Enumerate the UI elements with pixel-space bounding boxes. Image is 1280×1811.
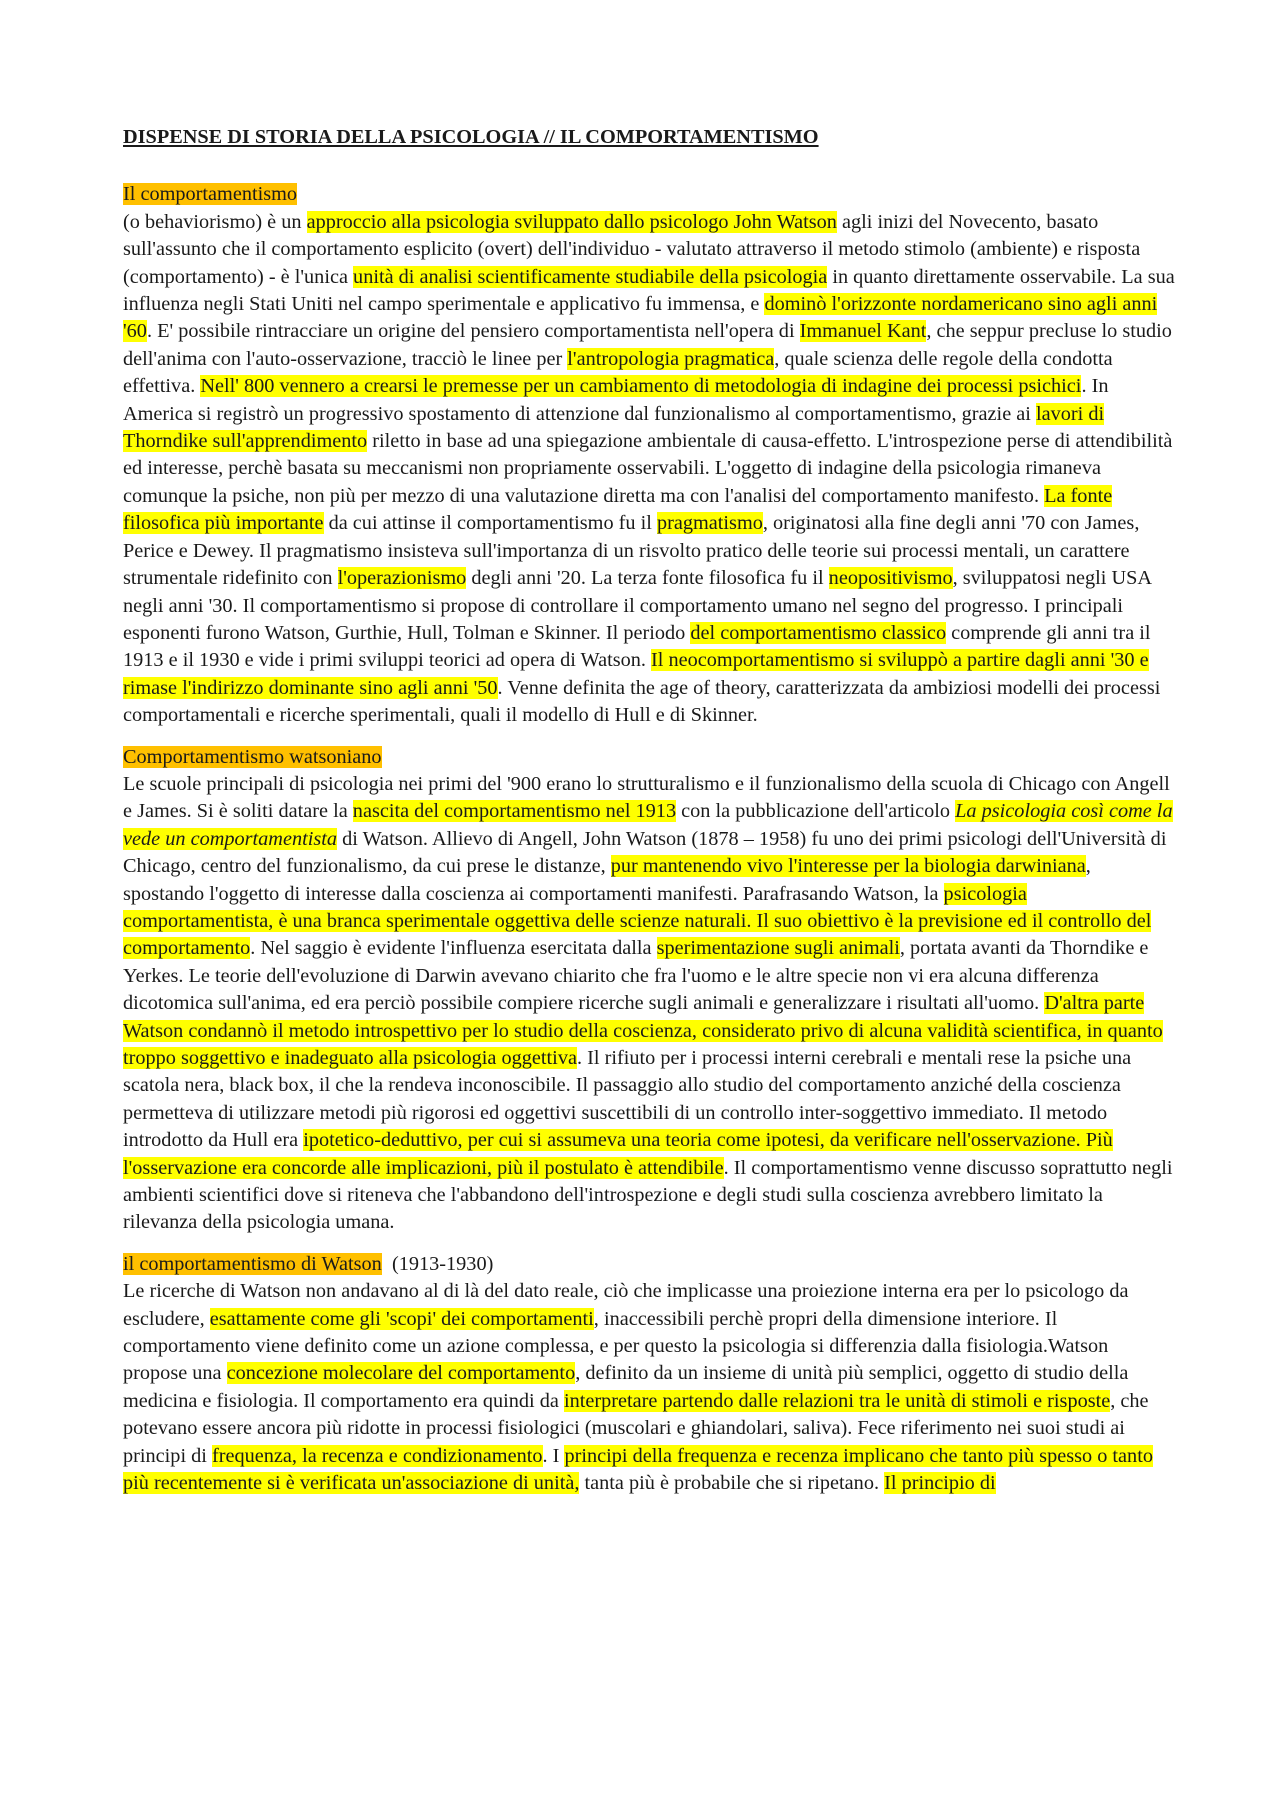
highlighted-text: nascita del comportamentismo nel 1913 <box>352 800 677 823</box>
highlighted-text: neopositivismo <box>828 567 953 590</box>
text-run: . Venne definita the age of theory, caratterizzata da ambiziosi modelli dei processi comportamentali e ricerche sperimentali, quali il modello di Hull e di Skinner. <box>123 676 1161 727</box>
highlighted-text: pur mantenendo vivo l'interesse per la biologia darwiniana <box>610 855 1086 878</box>
text-run: , portata avanti da Thorndike e Yerkes. Le teorie dell'evoluzione di Darwin avevano chiarito che fra l'uomo e le altre specie non vi era alcuna differenza dicotomica sull'anima, ed era perciò possibile compiere ricerche sugli animali e generalizzare i risultati all'uomo. <box>123 937 1149 1015</box>
highlighted-text: l'antropologia pragmatica <box>567 347 775 370</box>
text-run: agli inizi del Novecento, basato sull'assunto che il comportamento esplicito (overt) dell'individuo - valutato attraverso il metodo stimolo (ambiente) e risposta (comportamento) - è l'unica <box>123 210 1141 288</box>
section-heading-text: Il comportamentismo <box>123 183 298 206</box>
highlighted-text: unità di analisi scientificamente studiabile della psicologia <box>353 265 828 288</box>
section <box>123 181 1175 729</box>
text-run: , quale scienza delle regole della condotta effettiva. <box>123 347 1113 398</box>
text-run: . E' possibile rintracciare un origine del pensiero comportamentista nell'opera di <box>146 320 800 343</box>
text-run: , definito da un insieme di unità più semplici, oggetto di studio della medicina e fisiologia. Il comportamento era quindi da <box>123 1362 1129 1412</box>
text-run: . I <box>542 1444 565 1467</box>
highlighted-text: La fonte filosofica più importante <box>123 484 1113 535</box>
section-heading <box>123 744 1175 771</box>
highlighted-text: ipotetico-deduttivo, per cui si assumeva una teoria come ipotesi, da verificare nell'osservazione. Più l'osservazione era concorde alle implicazioni, più il postulato è attendibile <box>123 1129 1113 1179</box>
highlighted-text: sperimentazione sugli animali <box>656 937 900 960</box>
text-run: (o behaviorismo) è un <box>123 210 307 233</box>
section <box>123 1251 1175 1498</box>
text-run: , originatosi alla fine degli anni '70 con James, Perice e Dewey. Il pragmatismo insisteva sull'importanza di un risvolto pratico delle teorie sui processi mentali, un carattere strumentale ridefinito con <box>123 512 1140 590</box>
text-run: , sviluppatosi negli USA negli anni '30. Il comportamentismo si propose di controllare il comportamento umano nel segno del progresso. I principali esponenti furono Watson, Gurthie, Hull, Tolman e Skinner. Il periodo <box>123 567 1151 644</box>
text-run: , che potevano essere ancora più ridotte in processi fisiologici (muscolari e ghiandolari, saliva). Fece riferimento nei suoi studi ai principi di <box>123 1389 1149 1467</box>
section-heading <box>123 181 1175 208</box>
highlighted-text: l'operazionismo <box>337 567 467 590</box>
document-body <box>123 181 1175 1497</box>
section-paragraph <box>123 1278 1175 1497</box>
text-run: , spostando l'oggetto di interesse dalla coscienza ai comportamenti manifesti. Parafrasando Watson, la <box>123 855 1091 905</box>
highlighted-text: D'altra parte Watson condannò il metodo introspettivo per lo studio della coscienza, considerato privo di alcuna validità scientifica, in quanto troppo soggettivo e inadeguato alla psicologia oggettiva <box>123 992 1163 1069</box>
highlighted-text: Nell' 800 vennero a crearsi le premesse per un cambiamento di metodologia di indagine dei processi psichici <box>200 375 1082 398</box>
highlighted-text: principi della frequenza e recenza implicano che tanto più spesso o tanto più recentemente si è verificata un'associazione di unità, <box>123 1444 1153 1495</box>
text-run: , che seppur precluse lo studio dell'anima con l'auto-osservazione, tracciò le linee per <box>123 320 1172 370</box>
text-run: Le ricerche di Watson non andavano al di là del dato reale, ciò che implicasse una proiezione interna era per lo psicologo da escludere, <box>123 1280 1129 1330</box>
document-page <box>123 124 1175 1512</box>
text-run: . Il rifiuto per i processi interni cerebrali e mentali rese la psiche una scatola nera, black box, il che la rendeva inconoscibile. Il passaggio allo studio del comportamento anziché della coscienza permetteva di utilizzare metodi più rigorosi ed oggettivi suscettibili di un controllo inter-soggettivo immediato. Il metodo introdotto da Hull era <box>123 1047 1132 1152</box>
document-title: DISPENSE DI STORIA DELLA PSICOLOGIA // IL COMPORTAMENTISMO <box>123 126 819 148</box>
highlighted-text: concezione molecolare del comportamento <box>226 1362 576 1385</box>
text-run: in quanto direttamente osservabile. La sua influenza negli Stati Uniti nel campo sperimentale e applicativo fu immensa, e <box>123 265 1175 316</box>
section-heading-text: il comportamentismo di Watson <box>123 1252 382 1275</box>
text-run: tanta più è probabile che si ripetano. <box>579 1472 885 1495</box>
section-heading-text: Comportamentismo watsoniano <box>123 745 382 768</box>
text-run: . In America si registrò un progressivo spostamento di attenzione dal funzionalismo al comportamentismo, grazie ai <box>123 375 1109 425</box>
highlighted-text: interpretare partendo dalle relazioni tra le unità di stimoli e risposte <box>563 1389 1111 1412</box>
highlighted-text: del comportamentismo classico <box>690 621 947 644</box>
highlighted-text: lavori di Thorndike sull'apprendimento <box>123 402 1105 453</box>
text-run: con la pubblicazione dell'articolo <box>676 800 956 823</box>
highlighted-text: dominò l'orizzonte nordamericano sino agli anni '60 <box>123 293 1158 343</box>
text-run: comprende gli anni tra il 1913 e il 1930 e vide i primi sviluppi teorici ad opera di Watson. <box>123 621 1151 672</box>
section-heading <box>123 1251 1175 1278</box>
highlighted-text: approccio alla psicologia sviluppato dallo psicologo John Watson <box>306 210 837 233</box>
highlighted-text: La psicologia così come la vede un comportamentista <box>123 800 1173 850</box>
text-run: . Il comportamentismo venne discusso soprattutto negli ambienti scientifici dove si riteneva che l'abbandono dell'introspezione e degli studi sulla coscienza avrebbero limitato la rilevanza della psicologia umana. <box>123 1156 1173 1234</box>
text-run: Le scuole principali di psicologia nei primi del '900 erano lo strutturalismo e il funzionalismo della scuola di Chicago con Angell e James. Si è soliti datare la <box>123 772 1170 823</box>
highlighted-text: frequenza, la recenza e condizionamento <box>212 1444 543 1467</box>
text-run: . Nel saggio è evidente l'influenza esercitata dalla <box>250 937 657 960</box>
section <box>123 744 1175 1237</box>
section-paragraph <box>123 209 1175 730</box>
text-run: da cui attinse il comportamentismo fu il <box>323 512 657 535</box>
text-run: riletto in base ad una spiegazione ambientale di causa-effetto. L'introspezione perse di attendibilità ed interesse, perchè basata su meccanismi non propriamente osservabili. L'oggetto di indagine della psicologia rimaneva comunque la psiche, non più per mezzo di una valutazione diretta ma con l'analisi del comportamento manifesto. <box>123 430 1173 507</box>
highlighted-text: Il neocomportamentismo si sviluppò a partire dagli anni '30 e rimase l'indirizzo dominante sino agli anni '50 <box>123 649 1149 699</box>
text-run: degli anni '20. La terza fonte filosofica fu il <box>466 567 829 590</box>
text-run: di Watson. Allievo di Angell, John Watson (1878 – 1958) fu uno dei primi psicologi dell'Università di Chicago, centro del funzionalismo, da cui prese le distanze, <box>123 827 1167 878</box>
highlighted-text: psicologia comportamentista, è una branca sperimentale oggettiva delle scienze naturali. Il suo obiettivo è la previsione ed il controllo del comportamento <box>123 882 1152 960</box>
highlighted-text: esattamente come gli 'scopi' dei comportamenti <box>209 1307 594 1330</box>
highlighted-text: Il principio di <box>884 1472 996 1495</box>
highlighted-text: pragmatismo <box>656 512 763 535</box>
section-heading-suffix: (1913-1930) <box>381 1252 494 1275</box>
highlighted-text: Immanuel Kant <box>799 320 927 343</box>
text-run: , inaccessibili perchè propri della dimensione interiore. Il comportamento viene definito come un azione complessa, e per questo la psicologia si differenzia dalla fisiologia.Watson propose una <box>123 1307 1109 1385</box>
section-paragraph <box>123 771 1175 1237</box>
